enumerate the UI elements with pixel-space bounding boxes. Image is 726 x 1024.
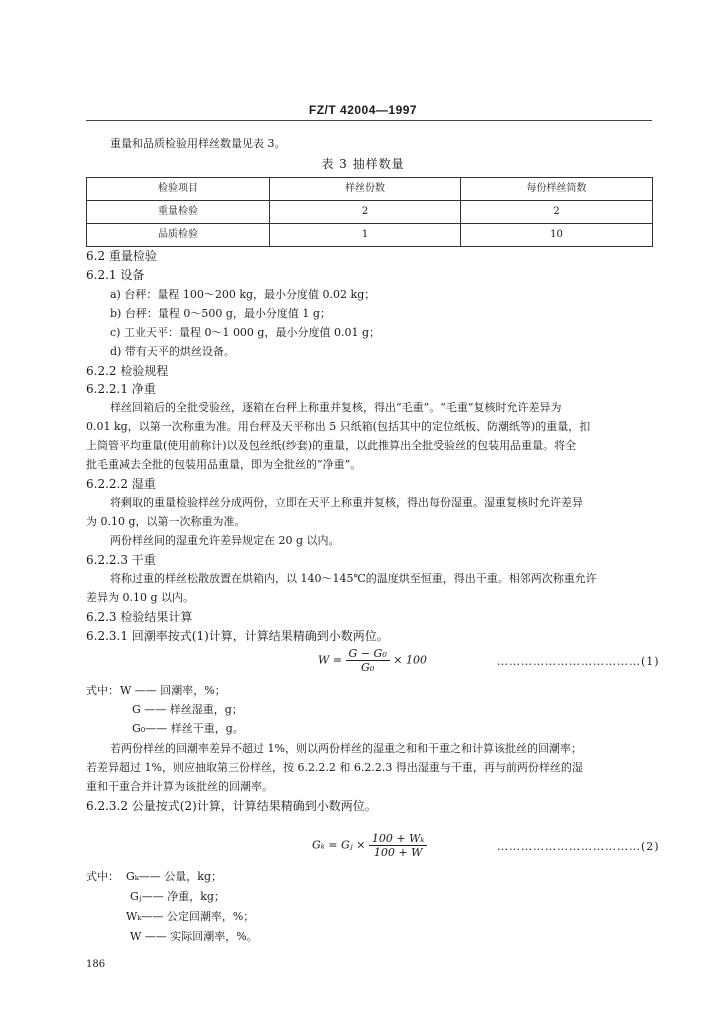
equipment-item: a) 台秤：量程 100～200 kg，最小分度值 0.02 kg； bbox=[110, 288, 376, 301]
table-cell: 品质检验 bbox=[87, 224, 270, 247]
eq2-lhs: Gₖ = Gⱼ × bbox=[312, 838, 366, 852]
eq2-number: ………………………………(2) bbox=[497, 840, 660, 853]
paragraph-line: 两份样丝间的湿重允许差异规定在 20 g 以内。 bbox=[110, 534, 340, 547]
table-header-cell: 样丝份数 bbox=[270, 178, 461, 201]
eq1-fraction bbox=[346, 647, 390, 674]
eq1-denominator: G₀ bbox=[361, 661, 375, 675]
where-item: W —— 实际回潮率，%。 bbox=[130, 930, 258, 943]
where-item: Gⱼ—— 净重，kg； bbox=[130, 890, 225, 903]
equipment-item: b) 台秤：量程 0～500 g，最小分度值 1 g； bbox=[110, 307, 331, 320]
table-cell: 10 bbox=[461, 224, 653, 247]
paragraph-line: 0.01 kg，以第一次称重为准。用台秤及天平称出 5 只纸箱(包括其中的定位纸板、防潮纸等)的重量，扣 bbox=[86, 420, 591, 433]
section-6-2-1-heading: 6.2.1 设备 bbox=[86, 268, 145, 282]
document-header-code: FZ/T 42004—1997 bbox=[308, 103, 418, 117]
where-label: 式中： bbox=[86, 684, 119, 697]
paragraph-line: 批毛重减去全批的包装用品重量，即为全批丝的“净重”。 bbox=[86, 458, 362, 471]
section-6-2-3-2-heading: 6.2.3.2 公量按式(2)计算，计算结果精确到小数两位。 bbox=[86, 799, 377, 813]
paragraph-line: 为 0.10 g，以第一次称重为准。 bbox=[86, 515, 246, 528]
table-row bbox=[87, 224, 653, 247]
header-rule bbox=[86, 120, 652, 121]
eq2-denominator: 100 + W bbox=[373, 846, 423, 860]
section-6-2-2-2-heading: 6.2.2.2 湿重 bbox=[86, 477, 156, 491]
where-item: G —— 样丝湿重，g； bbox=[132, 703, 243, 716]
intro-text: 重量和品质检验用样丝数量见表 3。 bbox=[110, 137, 286, 150]
paragraph-line: 若差异超过 1%，则应抽取第三份样丝，按 6.2.2.2 和 6.2.2.3 得出湿重与干重，再与前两份样丝的湿 bbox=[86, 761, 583, 774]
where-item: W —— 回潮率，%； bbox=[120, 684, 226, 697]
section-6-2-2-heading: 6.2.2 检验规程 bbox=[86, 364, 169, 378]
equipment-item: c) 工业天平：量程 0～1 000 g，最小分度值 0.01 g； bbox=[110, 326, 380, 339]
section-6-2-heading: 6.2 重量检验 bbox=[86, 249, 157, 263]
eq2-fraction bbox=[369, 832, 428, 859]
paragraph-line: 将称过重的样丝松散放置在烘箱内，以 140～145℃的温度烘至恒重，得出干重。相邻两次称重允许 bbox=[110, 572, 597, 585]
where-label: 式中： bbox=[86, 870, 119, 883]
equipment-item: d) 带有天平的烘丝设备。 bbox=[110, 345, 235, 358]
paragraph-line: 若两份样丝的回潮率差异不超过 1%，则以两份样丝的湿重之和和干重之和计算该批丝的回潮率； bbox=[110, 742, 582, 755]
equation-1 bbox=[318, 647, 427, 674]
where-item: Gₖ—— 公量，kg； bbox=[126, 870, 223, 883]
eq1-tail: × 100 bbox=[393, 653, 427, 667]
paragraph-line: 将剩取的重量检验样丝分成两份，立即在天平上称重并复核，得出每份湿重。湿重复核时允许差异 bbox=[110, 496, 583, 509]
table-cell: 2 bbox=[270, 201, 461, 224]
table-header-row bbox=[87, 178, 653, 201]
table-caption: 表 3 抽样数量 bbox=[321, 157, 405, 171]
paragraph-line: 差异为 0.10 g 以内。 bbox=[86, 591, 195, 604]
paragraph-line: 重和干重合并计算为该批丝的回潮率。 bbox=[86, 780, 273, 793]
table-cell: 2 bbox=[461, 201, 653, 224]
table-header-cell: 每份样丝筒数 bbox=[461, 178, 653, 201]
table-row bbox=[87, 201, 653, 224]
sampling-table bbox=[86, 177, 653, 247]
table-cell: 1 bbox=[270, 224, 461, 247]
where-item: G₀—— 样丝干重，g。 bbox=[132, 722, 244, 735]
page-number: 186 bbox=[86, 959, 106, 970]
section-6-2-2-3-heading: 6.2.2.3 干重 bbox=[86, 553, 156, 567]
paragraph-line: 样丝回箱后的全批受验丝，逐箱在台秤上称重并复核，得出“毛重”。“毛重”复核时允许差异为 bbox=[110, 401, 562, 414]
where-item: Wₖ—— 公定回潮率，%； bbox=[126, 910, 255, 923]
eq2-numerator: 100 + Wₖ bbox=[369, 832, 428, 846]
table-header-cell: 检验项目 bbox=[87, 178, 270, 201]
paragraph-line: 上筒管平均重量(使用前称计)以及包丝纸(纱套)的重量，以此推算出全批受验丝的包装用品重量。将全 bbox=[86, 439, 577, 452]
table-cell: 重量检验 bbox=[87, 201, 270, 224]
section-6-2-2-1-heading: 6.2.2.1 净重 bbox=[86, 382, 156, 396]
eq1-lhs: W = bbox=[318, 653, 343, 667]
equation-2 bbox=[312, 832, 427, 859]
section-6-2-3-heading: 6.2.3 检验结果计算 bbox=[86, 610, 193, 624]
eq1-numerator: G − G₀ bbox=[346, 647, 390, 661]
eq1-number: ………………………………(1) bbox=[497, 655, 660, 668]
section-6-2-3-1-heading: 6.2.3.1 回潮率按式(1)计算，计算结果精确到小数两位。 bbox=[86, 629, 389, 643]
